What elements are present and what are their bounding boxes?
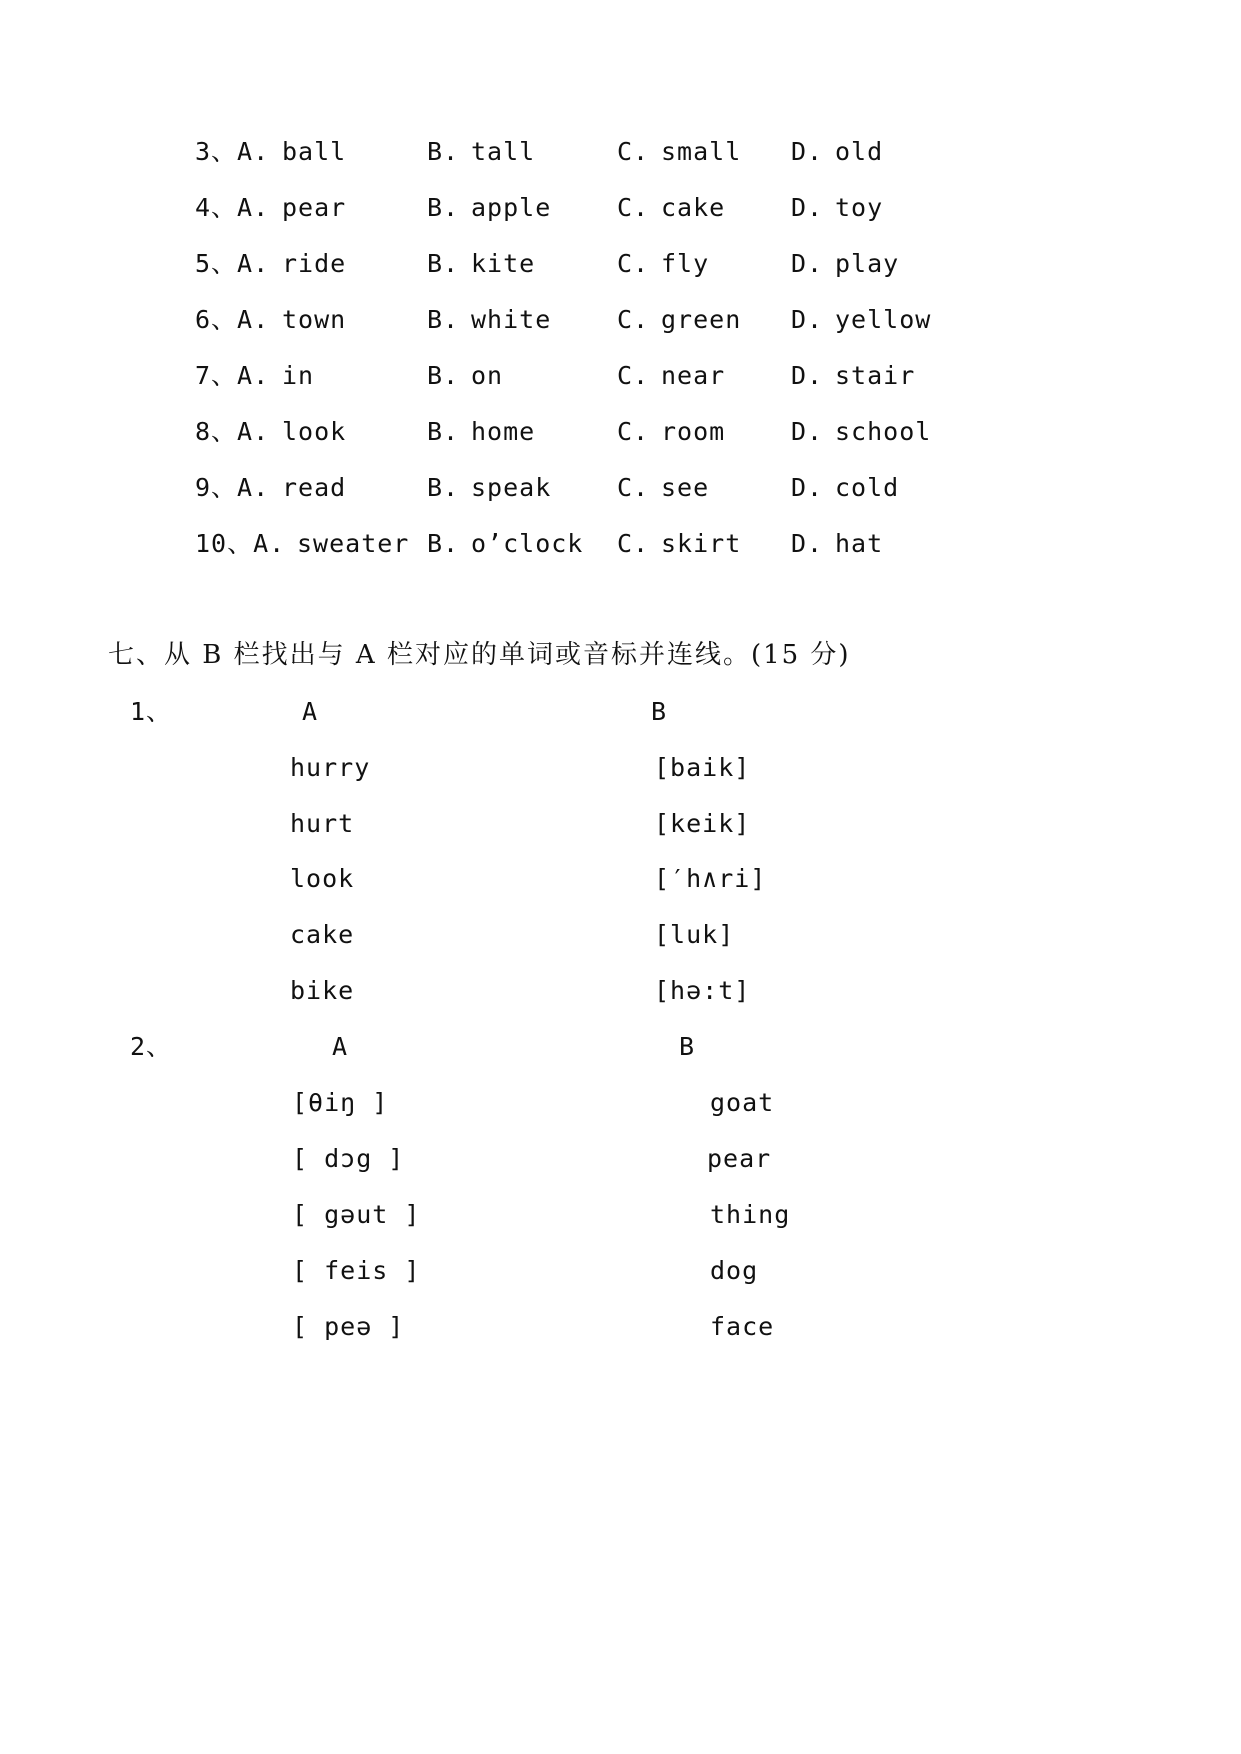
option-b-label: B.: [427, 249, 460, 278]
option-d-word: cold: [835, 473, 900, 502]
column-b-item: face: [710, 1312, 775, 1341]
option-d-label: D.: [791, 417, 824, 446]
option-d-label: D.: [791, 137, 824, 166]
option-a-word: in: [282, 361, 315, 390]
column-b-header: B: [651, 697, 668, 726]
option-c-word: skirt: [661, 529, 742, 558]
column-b-item: goat: [710, 1088, 775, 1117]
question-number: 3、A.: [195, 137, 270, 166]
column-b-header: B: [679, 1032, 696, 1061]
option-c-word: green: [661, 305, 742, 334]
option-c-label: C.: [617, 193, 650, 222]
option-d-label: D.: [791, 529, 824, 558]
option-b-label: B.: [427, 529, 460, 558]
option-a-word: look: [282, 417, 347, 446]
option-b-label: B.: [427, 417, 460, 446]
option-c-label: C.: [617, 305, 650, 334]
option-d-label: D.: [791, 305, 824, 334]
option-c-word: near: [661, 361, 726, 390]
option-d-word: old: [835, 137, 884, 166]
question-number: 8、A.: [195, 417, 270, 446]
option-b-label: B.: [427, 193, 460, 222]
option-a-word: sweater: [297, 529, 410, 558]
option-a-word: town: [282, 305, 347, 334]
column-b-item: [keik]: [654, 809, 751, 838]
column-b-item: [baik]: [654, 753, 751, 782]
option-a-word: ride: [282, 249, 347, 278]
option-d-label: D.: [791, 473, 824, 502]
column-a-item: [ dɔg ]: [292, 1144, 405, 1173]
column-b-item: [luk]: [654, 920, 735, 949]
option-b-word: apple: [471, 193, 552, 222]
option-c-label: C.: [617, 529, 650, 558]
option-c-label: C.: [617, 361, 650, 390]
option-b-label: B.: [427, 137, 460, 166]
option-a-word: pear: [282, 193, 347, 222]
option-d-word: hat: [835, 529, 884, 558]
part-number: 2、: [130, 1032, 173, 1061]
question-number: 5、A.: [195, 249, 270, 278]
column-b-item: pear: [707, 1144, 772, 1173]
option-c-word: cake: [661, 193, 726, 222]
question-number: 9、A.: [195, 473, 270, 502]
question-number: 4、A.: [195, 193, 270, 222]
option-c-word: small: [661, 137, 742, 166]
column-a-item: hurt: [290, 809, 355, 838]
option-c-label: C.: [617, 249, 650, 278]
column-a-item: cake: [290, 920, 355, 949]
column-a-item: [θiŋ ]: [292, 1088, 389, 1117]
column-a-header: A: [332, 1032, 349, 1061]
option-b-word: tall: [471, 137, 536, 166]
option-c-word: room: [661, 417, 726, 446]
part-number: 1、: [130, 697, 173, 726]
option-a-word: ball: [282, 137, 347, 166]
option-b-label: B.: [427, 361, 460, 390]
question-number: 6、A.: [195, 305, 270, 334]
option-d-word: school: [835, 417, 932, 446]
option-b-word: o’clock: [471, 529, 584, 558]
column-b-item: [hə:t]: [654, 976, 751, 1005]
option-a-word: read: [282, 473, 347, 502]
column-a-item: [ feis ]: [292, 1256, 421, 1285]
option-b-label: B.: [427, 305, 460, 334]
option-d-word: stair: [835, 361, 916, 390]
option-b-word: on: [471, 361, 504, 390]
option-c-label: C.: [617, 473, 650, 502]
column-a-item: look: [290, 864, 355, 893]
column-b-item: [′h∧ri]: [654, 864, 767, 893]
option-d-word: play: [835, 249, 900, 278]
option-d-label: D.: [791, 193, 824, 222]
column-a-item: [ peə ]: [292, 1312, 405, 1341]
question-number: 10、A.: [195, 529, 286, 558]
column-a-item: bike: [290, 976, 355, 1005]
option-c-label: C.: [617, 417, 650, 446]
option-b-word: speak: [471, 473, 552, 502]
column-b-item: thing: [710, 1200, 791, 1229]
option-d-label: D.: [791, 249, 824, 278]
option-b-label: B.: [427, 473, 460, 502]
option-d-word: toy: [835, 193, 884, 222]
column-a-item: [ gəut ]: [292, 1200, 421, 1229]
option-c-word: see: [661, 473, 710, 502]
section-heading: 七、从 B 栏找出与 A 栏对应的单词或音标并连线。(15 分): [108, 640, 851, 670]
column-a-item: hurry: [290, 753, 371, 782]
option-d-label: D.: [791, 361, 824, 390]
option-b-word: home: [471, 417, 536, 446]
column-a-header: A: [302, 697, 319, 726]
question-number: 7、A.: [195, 361, 270, 390]
option-b-word: kite: [471, 249, 536, 278]
option-b-word: white: [471, 305, 552, 334]
option-d-word: yellow: [835, 305, 932, 334]
option-c-word: fly: [661, 249, 710, 278]
column-b-item: dog: [710, 1256, 759, 1285]
option-c-label: C.: [617, 137, 650, 166]
